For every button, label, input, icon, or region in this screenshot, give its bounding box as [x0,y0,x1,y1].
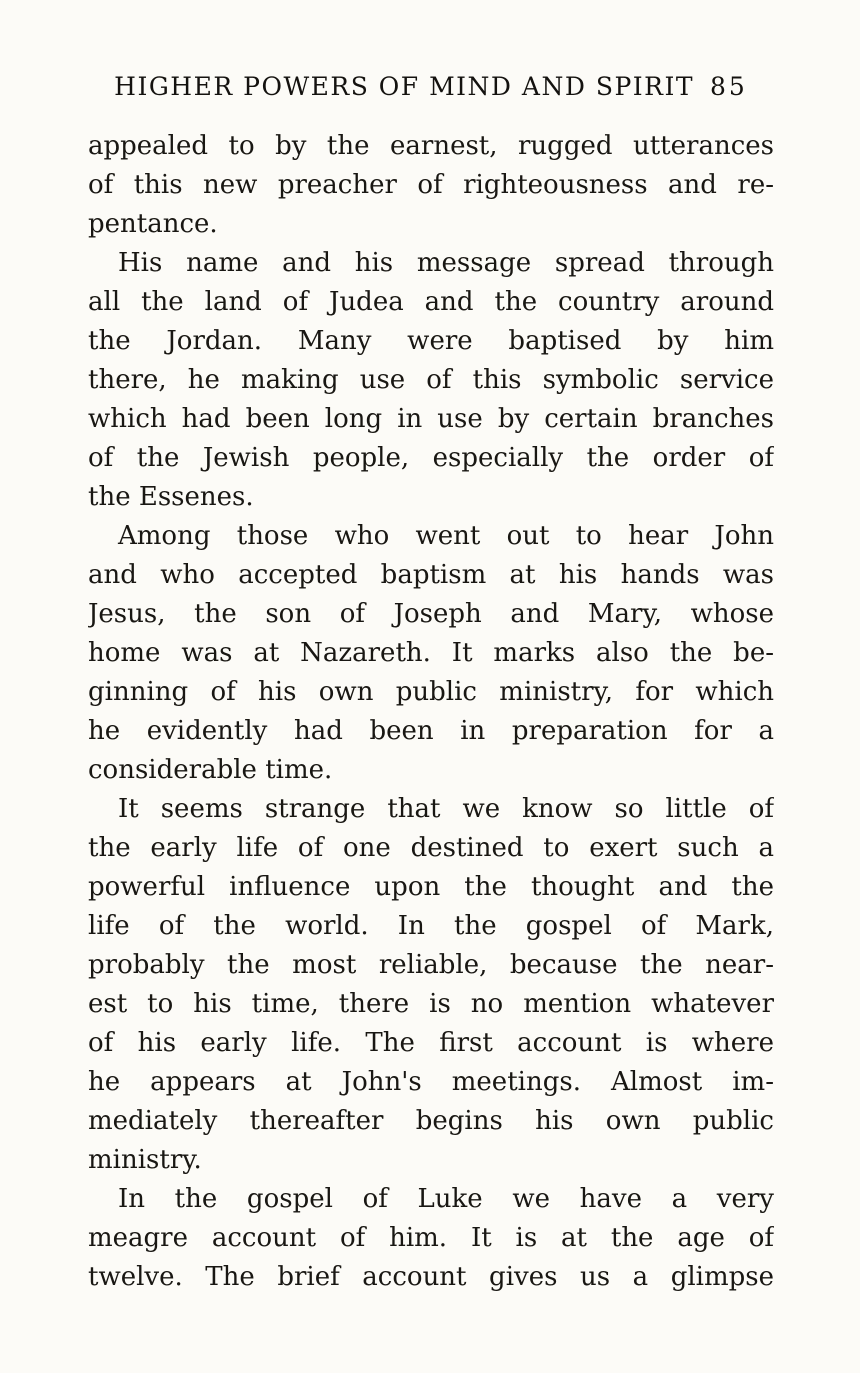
text-line: which had been long in use by certain branches [88,404,774,434]
text-line: ginning of his own public ministry, for which [88,677,774,707]
text-line: est to his time, there is no mention whatever [88,989,774,1019]
page-body [88,127,774,1297]
text-line: life of the world. In the gospel of Mark, [88,911,774,941]
text-line: It seems strange that we know so little of [118,794,774,824]
text-line: pentance. [88,209,218,239]
text-line: mediately thereafter begins his own public [88,1106,774,1136]
text-line: powerful influence upon the thought and the [88,872,774,902]
running-title: HIGHER POWERS OF MIND AND SPIRIT [114,72,695,101]
page-number: 85 [710,72,748,101]
text-line: all the land of Judea and the country around [88,287,774,317]
text-line: he appears at John's meetings. Almost im- [88,1067,774,1097]
text-line: appealed to by the earnest, rugged utterances [88,131,774,161]
text-line: he evidently had been in preparation for a [88,716,774,746]
text-line: probably the most reliable, because the near- [88,950,774,980]
text-line: the early life of one destined to exert such a [88,833,774,863]
text-line: Jesus, the son of Joseph and Mary, whose [88,599,774,629]
text-line: home was at Nazareth. It marks also the be- [88,638,774,668]
text-line: the Essenes. [88,482,254,512]
text-line: the Jordan. Many were baptised by him [88,326,774,356]
text-line: and who accepted baptism at his hands was [88,560,774,590]
text-line: of this new preacher of righteousness and re- [88,170,774,200]
page-header [88,72,774,101]
text-line: meagre account of him. It is at the age of [88,1223,774,1253]
text-line: In the gospel of Luke we have a very [118,1184,774,1214]
text-line: considerable time. [88,755,333,785]
text-line: of the Jewish people, especially the order of [88,443,774,473]
text-line: there, he making use of this symbolic service [88,365,774,395]
text-line: Among those who went out to hear John [118,521,774,551]
text-line: His name and his message spread through [118,248,774,278]
text-line: of his early life. The first account is where [88,1028,774,1058]
text-line: ministry. [88,1145,202,1175]
text-line: twelve. The brief account gives us a glimpse [88,1262,774,1292]
